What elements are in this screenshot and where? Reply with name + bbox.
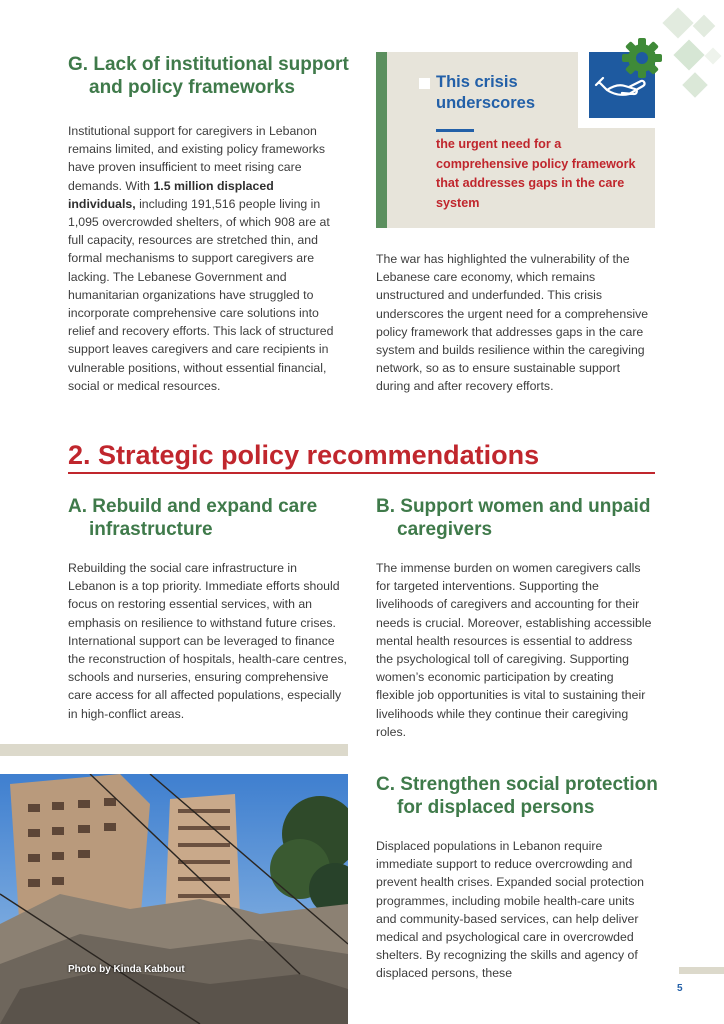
page-number: 5 xyxy=(677,983,683,994)
decorative-strip xyxy=(0,744,348,756)
photo-credit: Photo by Kinda Kabbout xyxy=(68,964,185,975)
section-g-body-text-2: including 191,516 people living in 1,095 overcrowded shelters, of which 908 are at full capacity, resources are stretched thin, and formal mechanisms to support caregivers are lacking. The Lebanese Government and humanitarian organizations have struggled to incorporate comprehensive care solutions into relief and recovery efforts. This lack of structured support leaves caregivers and care recipients in vulnerable positions, without essential financial, social or medical resources. xyxy=(68,196,334,393)
section-g-body xyxy=(68,122,340,395)
section-g-heading-line1: G. Lack of institutional support xyxy=(68,54,349,75)
section-g-heading xyxy=(68,53,358,99)
section-c-heading-line2: for displaced persons xyxy=(397,797,595,818)
section-g-heading-line2: and policy frameworks xyxy=(89,77,295,98)
page-tab xyxy=(679,967,724,974)
section-2-rule xyxy=(68,472,655,474)
section-2-title: 2. Strategic policy recommendations xyxy=(68,440,540,470)
gear-icon xyxy=(620,36,664,80)
section-c-heading-line1: C. Strengthen social protection xyxy=(376,774,658,795)
callout-bullet-square xyxy=(419,78,430,89)
section-a-heading xyxy=(68,495,358,541)
section-g-body-text-1: Institutional support for caregivers in Lebanon remains limited, and existing policy frameworks have proven insufficient to meet rising care demands. With xyxy=(68,124,325,193)
callout-accent-bar xyxy=(376,52,387,228)
callout-rule xyxy=(436,129,474,132)
callout-title: This crisis underscores xyxy=(436,73,536,112)
section-a-heading-line2: infrastructure xyxy=(89,519,213,540)
callout-highlight: the urgent need for a comprehensive policy framework that addresses gaps in the care system xyxy=(436,137,636,210)
section-b-heading-line2: caregivers xyxy=(397,519,493,540)
rubble-photo xyxy=(0,774,348,1024)
section-b-heading-line1: B. Support women and unpaid xyxy=(376,496,651,517)
section-g-body-bold: 1.5 million displaced individuals, xyxy=(68,178,274,211)
section-a-body: Rebuilding the social care infrastructure in Lebanon is a top priority. Immediate efforts should focus on restoring essential services, with an emphasis on resilience to withstand future crises. International support can be leveraged to finance the reconstruction of hospitals, health-care centres, schools and nurseries, ensuring comprehensive care access for all affected populations, especially in high-conflict areas. xyxy=(68,561,347,721)
section-c-body: Displaced populations in Lebanon require immediate support to reduce overcrowding and prevent health crises. Expanded social protection programmes, including mobile health-care units and community-based services, can help deliver medical and psychological care in overcrowded shelters. By recognizing the skills and agency of displaced persons, these xyxy=(376,839,644,981)
section-b-heading xyxy=(376,495,676,541)
section-c-heading xyxy=(376,773,676,819)
section-a-heading-line1: A. Rebuild and expand care xyxy=(68,496,318,517)
right-column-body: The war has highlighted the vulnerability of the Lebanese care economy, which remains unstructured and underfunded. This crisis underscores the urgent need for a comprehensive policy framework that addresses gaps in the care system and builds resilience within the caregiving network, so as to ensure sustainable support during and after recovery efforts. xyxy=(376,252,649,394)
section-b-body: The immense burden on women caregivers calls for targeted interventions. Supporting the livelihoods of caregivers and accounting for their needs is crucial. Moreover, establishing accessible mental health resources is essential to address the psychological toll of caregiving. Supporting women’s economic participation by creating flexible job opportunities is vital to sustaining their livelihoods while they continue their caregiving roles. xyxy=(376,561,652,739)
